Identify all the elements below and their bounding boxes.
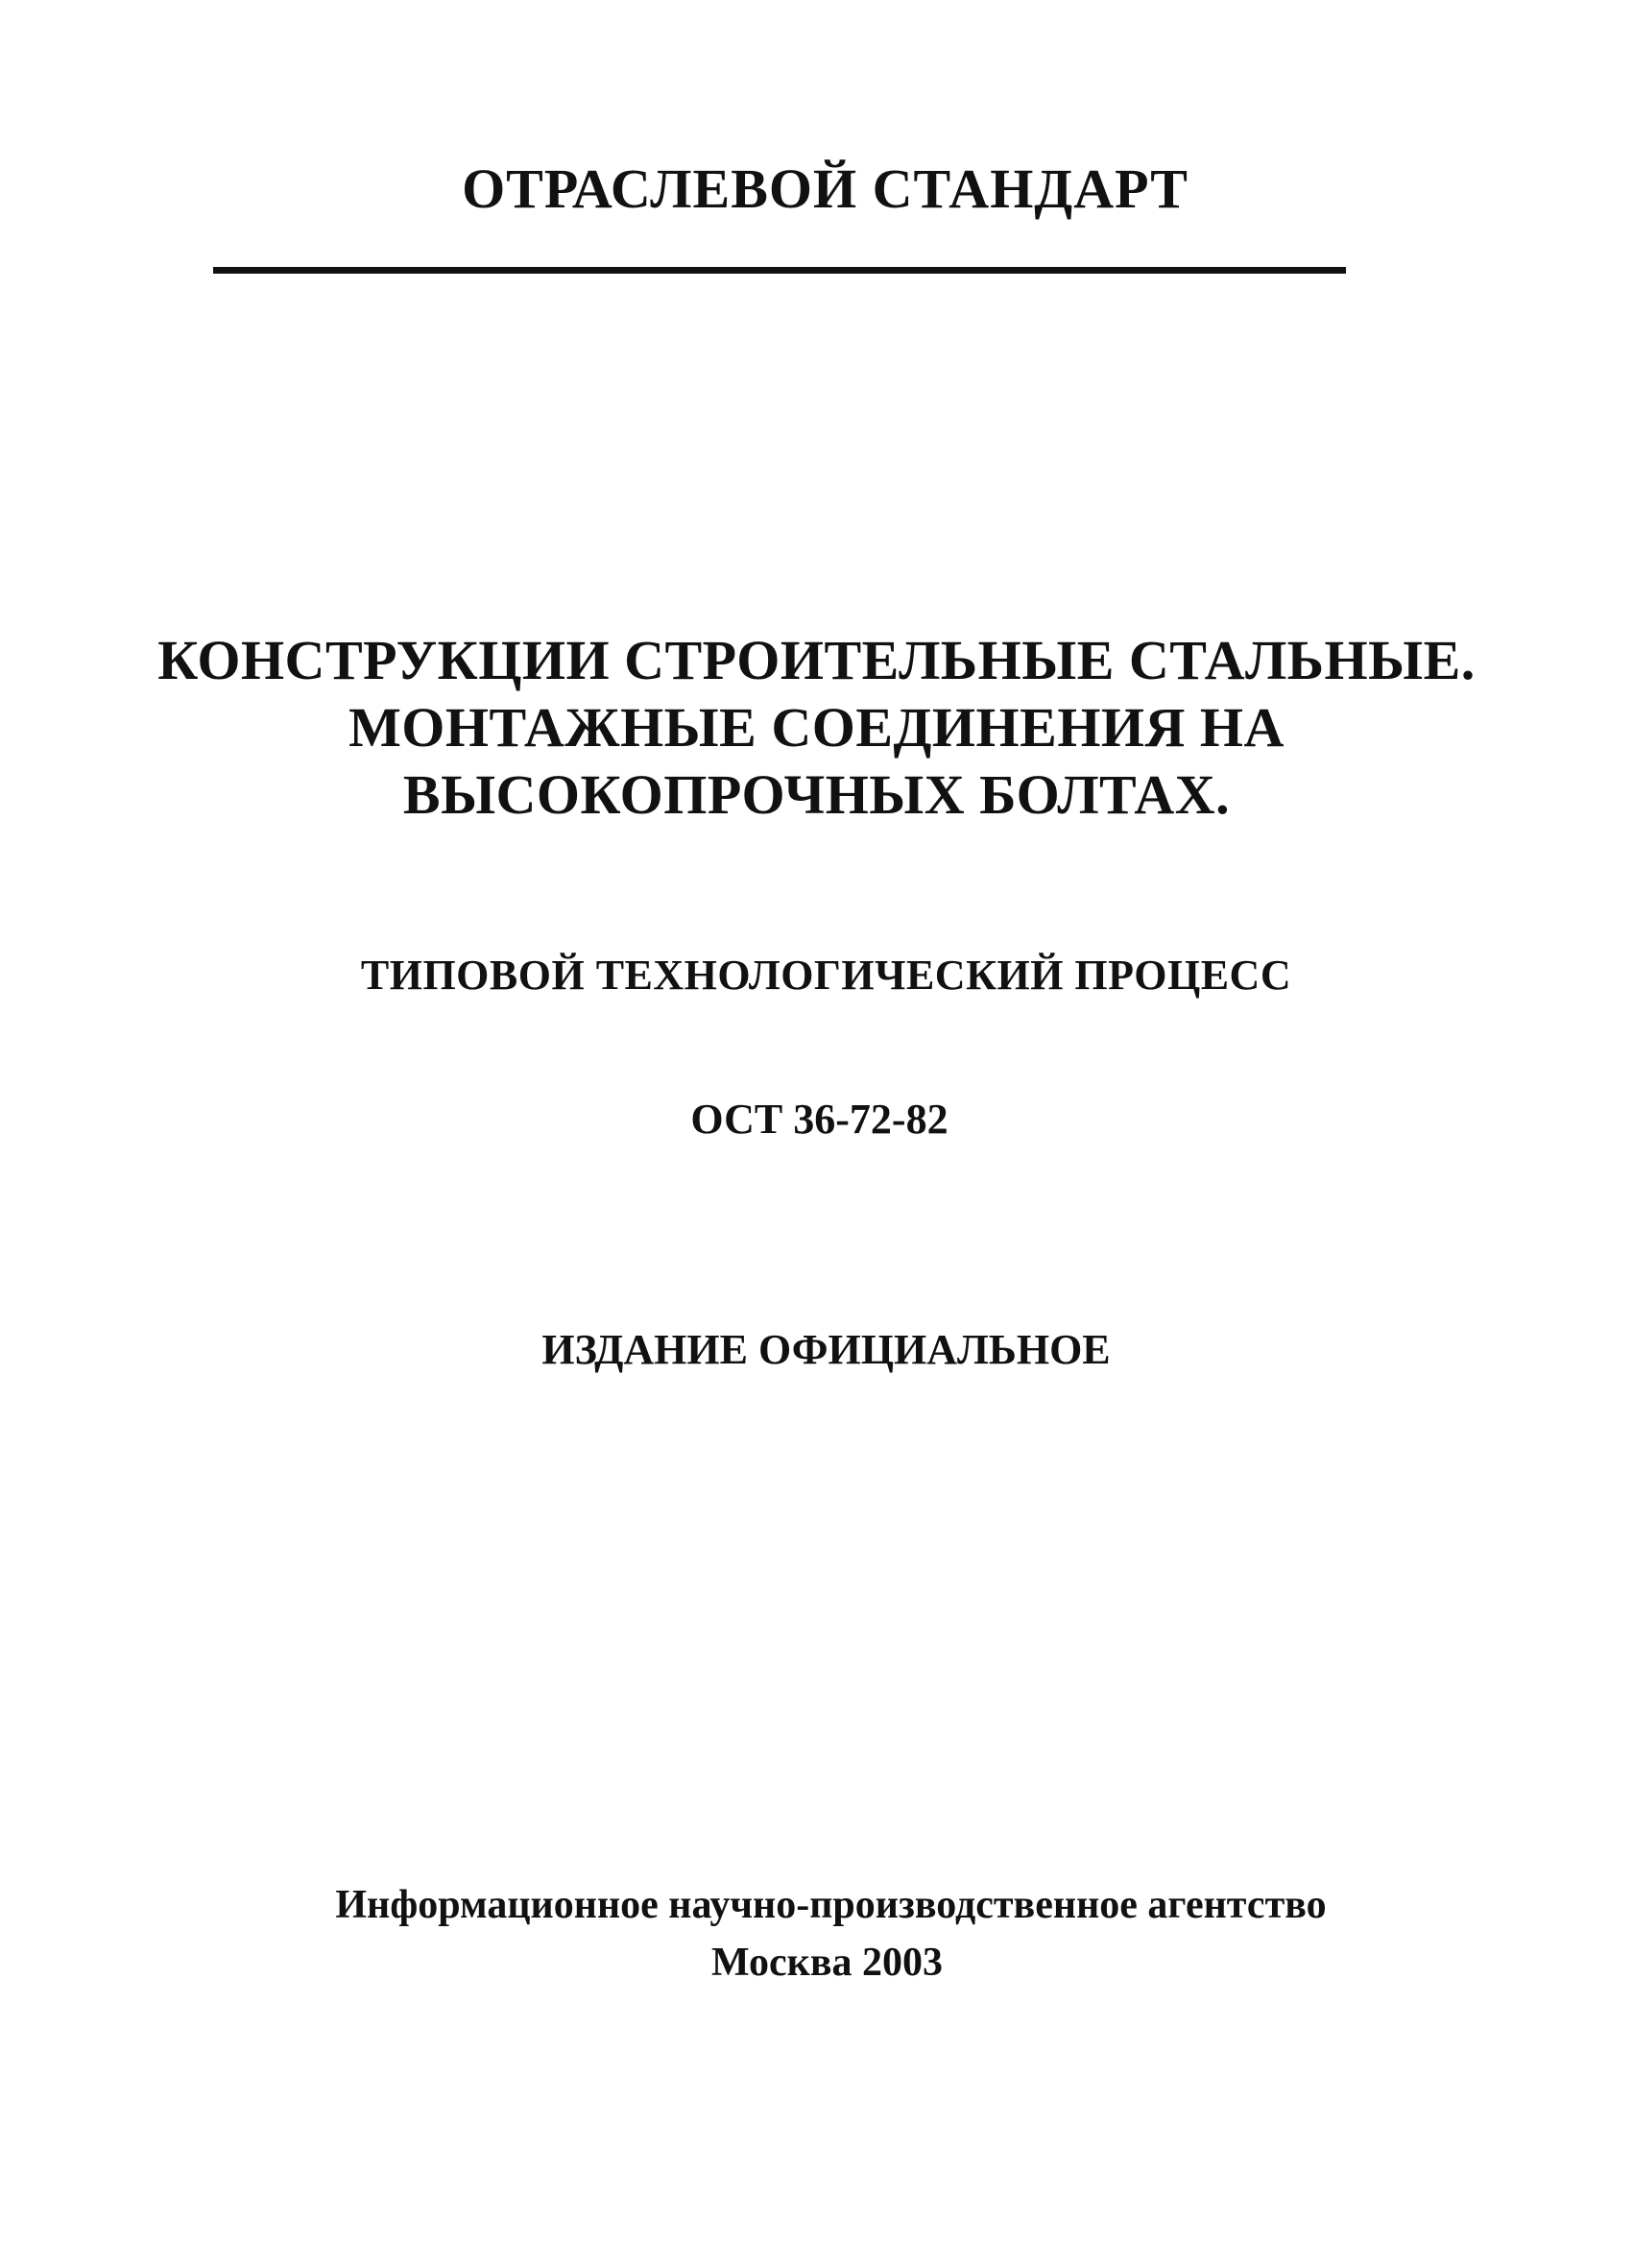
document-subtitle: ТИПОВОЙ ТЕХНОЛОГИЧЕСКИЙ ПРОЦЕСС <box>360 952 1292 999</box>
document-category-header: ОТРАСЛЕВОЙ СТАНДАРТ <box>462 157 1189 220</box>
document-title-line-2: МОНТАЖНЫЕ СОЕДИНЕНИЯ НА <box>348 696 1285 759</box>
publisher-name: Информационное научно-производственное агентство <box>335 1883 1327 1927</box>
standard-code: ОСТ 36-72-82 <box>690 1096 949 1143</box>
header-divider-rule <box>213 267 1346 274</box>
publication-city-year: Москва 2003 <box>710 1941 944 1985</box>
document-title-line-1: КОНСТРУКЦИИ СТРОИТЕЛЬНЫЕ СТАЛЬНЫЕ. <box>157 629 1476 691</box>
edition-label: ИЗДАНИЕ ОФИЦИАЛЬНОЕ <box>541 1326 1111 1373</box>
document-title-line-3: ВЫСОКОПРОЧНЫХ БОЛТАХ. <box>402 763 1231 826</box>
